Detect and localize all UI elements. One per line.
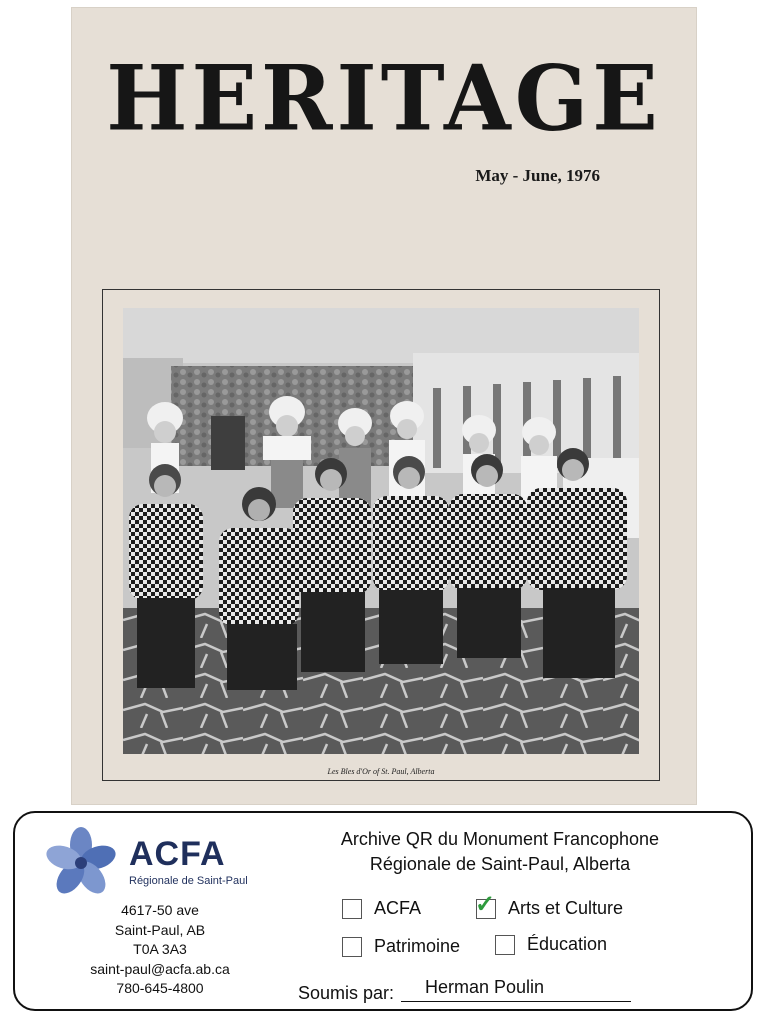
checkbox-label: Arts et Culture (508, 898, 624, 918)
checkbox-box[interactable] (342, 937, 362, 957)
address-line: Saint-Paul, AB (114, 921, 206, 938)
checkbox-patrimoine[interactable] (342, 936, 460, 957)
checkbox-arts-culture[interactable] (475, 890, 624, 919)
archive-card (13, 811, 753, 1011)
issue-date: May - June, 1976 (475, 166, 600, 185)
signature-line (401, 1001, 631, 1002)
heading-line: Archive QR du Monument Francophone (340, 829, 660, 849)
submitter-name: Herman Poulin (425, 977, 545, 997)
checkbox-label: Patrimoine (374, 936, 461, 956)
magazine-title: HERITAGE (106, 45, 662, 152)
phone-text: 780-645-4800 (116, 980, 204, 996)
checkbox-box[interactable] (342, 899, 362, 919)
heading-line: Régionale de Saint-Paul, Alberta (369, 854, 631, 874)
group-photo (123, 308, 639, 754)
flower-icon (45, 827, 117, 899)
checkbox-label: Éducation (527, 934, 608, 954)
photo-caption: Les Bles d'Or of St. Paul, Alberta (327, 767, 435, 776)
submitted-by-label: Soumis par: (298, 983, 395, 1003)
logo-subtitle: Régionale de Saint-Paul (129, 875, 248, 887)
checkbox-box[interactable] (495, 935, 515, 955)
photo-frame (102, 289, 660, 781)
address-block (70, 901, 250, 999)
logo-name: ACFA (129, 835, 226, 873)
checkmark-icon: ✓ (475, 890, 496, 918)
email-text: saint-paul@acfa.ab.ca (90, 960, 230, 977)
checkbox-label: ACFA (374, 898, 422, 918)
address-line: T0A 3A3 (133, 941, 187, 957)
checkbox-education[interactable] (495, 934, 607, 955)
checkbox-box[interactable] (475, 890, 496, 919)
acfa-logo (129, 837, 248, 887)
address-line: 4617-50 ave (121, 902, 199, 918)
archive-heading (290, 827, 710, 877)
magazine-cover (72, 8, 696, 804)
checkbox-acfa[interactable] (342, 898, 421, 919)
